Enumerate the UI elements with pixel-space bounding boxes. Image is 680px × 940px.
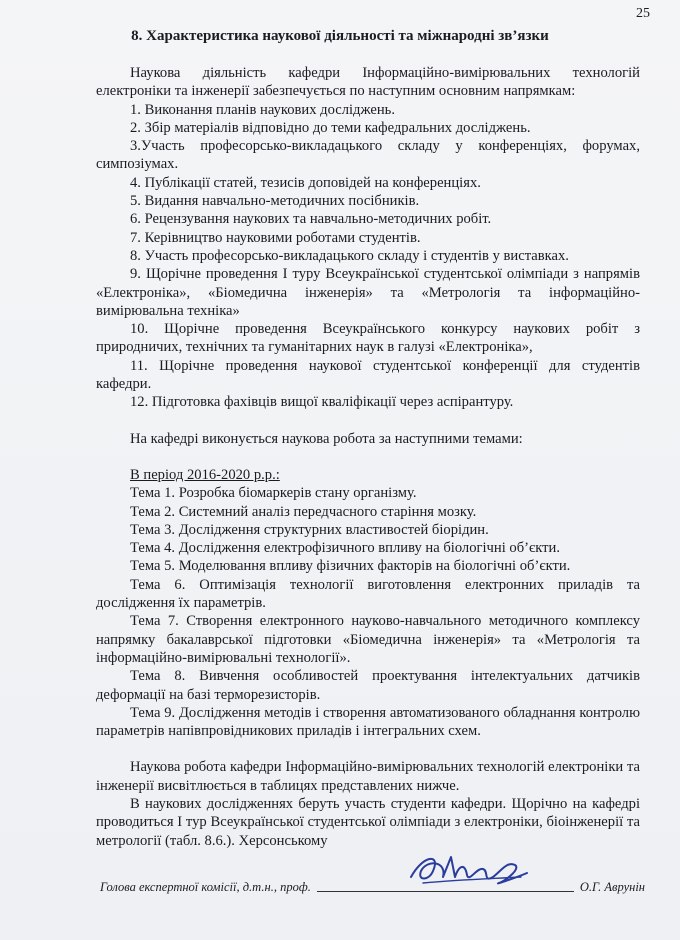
signature-footer bbox=[100, 877, 645, 895]
direction-item: 3.Участь професорсько-викладацького складу у конференціях, форумах, симпозіумах. bbox=[96, 138, 640, 173]
signatory-role: Голова експертної комісії, д.т.н., проф. bbox=[100, 880, 311, 894]
handwritten-signature bbox=[403, 847, 533, 891]
theme-item: Тема 1. Розробка біомаркерів стану організму. bbox=[130, 485, 417, 502]
direction-item: 8. Участь професорсько-викладацького складу і студентів у виставках. bbox=[130, 247, 569, 264]
theme-item: Тема 4. Дослідження електрофізичного впливу на біологічні об’єкти. bbox=[130, 540, 560, 557]
direction-item: 1. Виконання планів наукових досліджень. bbox=[130, 101, 395, 118]
theme-item: Тема 9. Дослідження методів і створення автоматизованого обладнання контролю параметрів напівпровідникових приладів і інтегральних схем. bbox=[96, 704, 640, 740]
intro-paragraph: Наукова діяльність кафедри Інформаційно-вимірювальних технологій електроніки та інженерії забезпечується по наступним основним напрямкам: bbox=[96, 65, 640, 100]
signature-line bbox=[317, 877, 574, 892]
direction-item: 9. Щорічне проведення І туру Всеукраїнської студентської олімпіади з напрямів «Електроніка», «Біомедична інженерія» та «Метрологія та інформаційно- вимірювальна техніка» bbox=[96, 266, 640, 319]
signatory-name: О.Г. Аврунін bbox=[579, 880, 645, 894]
theme-item: Тема 7. Створення електронного науково-навчального методичного комплексу напрямку бакалаврської підготовки «Біомедична інженерія» та «Метрологія та інформаційно-вимірювальні технології». bbox=[96, 613, 640, 666]
theme-item: Тема 8. Вивчення особливостей проектування інтелектуальних датчиків деформації на базі терморезисторів. bbox=[96, 668, 640, 703]
theme-item: Тема 2. Системний аналіз передчасного старіння мозку. bbox=[130, 503, 477, 520]
page-number: 25 bbox=[636, 6, 650, 21]
direction-item: 4. Публікації статей, тезисів доповідей на конференціях. bbox=[130, 174, 481, 191]
section-heading: 8. Характеристика наукової діяльності та міжнародні зв’язки bbox=[131, 28, 549, 44]
closing-paragraph-2: В наукових дослідженнях беруть участь студенти кафедри. Щорічно на кафедрі проводиться І тур Всеукраїнської студентської олімпіади з електроніки, біоінженерії та метрології (табл. 8.6.). Херсонському bbox=[96, 795, 640, 849]
direction-item: 2. Збір матеріалів відповідно до теми кафедральних досліджень. bbox=[130, 119, 531, 136]
direction-item: 6. Рецензування наукових та навчально-методичних робіт. bbox=[130, 211, 492, 228]
period-label: В період 2016-2020 р.р.: bbox=[130, 466, 280, 483]
theme-item: Тема 3. Дослідження структурних властивостей біорідин. bbox=[130, 521, 489, 538]
direction-item: 5. Видання навчально-методичних посібників. bbox=[130, 193, 420, 210]
theme-item: Тема 6. Оптимізація технології виготовлення електронних приладів та дослідження їх параметрів. bbox=[96, 576, 640, 612]
direction-item: 7. Керівництво науковими роботами студентів. bbox=[130, 229, 421, 246]
document-body bbox=[96, 64, 640, 850]
direction-item: 10. Щорічне проведення Всеукраїнського конкурсу наукових робіт з природничих, технічних та гуманітарних наук в галузі «Електроніка», bbox=[96, 321, 640, 356]
themes-intro: На кафедрі виконується наукова робота за наступними темами: bbox=[130, 430, 523, 447]
direction-item: 12. Підготовка фахівців вищої кваліфікації через аспірантуру. bbox=[130, 394, 514, 411]
theme-item: Тема 5. Моделювання впливу фізичних факторів на біологічні об’єкти. bbox=[130, 558, 571, 575]
closing-paragraph-1: Наукова робота кафедри Інформаційно-вимірювальних технологій електроніки та інженерії висвітлюється в таблицях представлених нижче. bbox=[96, 759, 640, 794]
direction-item: 11. Щорічне проведення наукової студентської конференції для студентів кафедри. bbox=[96, 357, 640, 393]
